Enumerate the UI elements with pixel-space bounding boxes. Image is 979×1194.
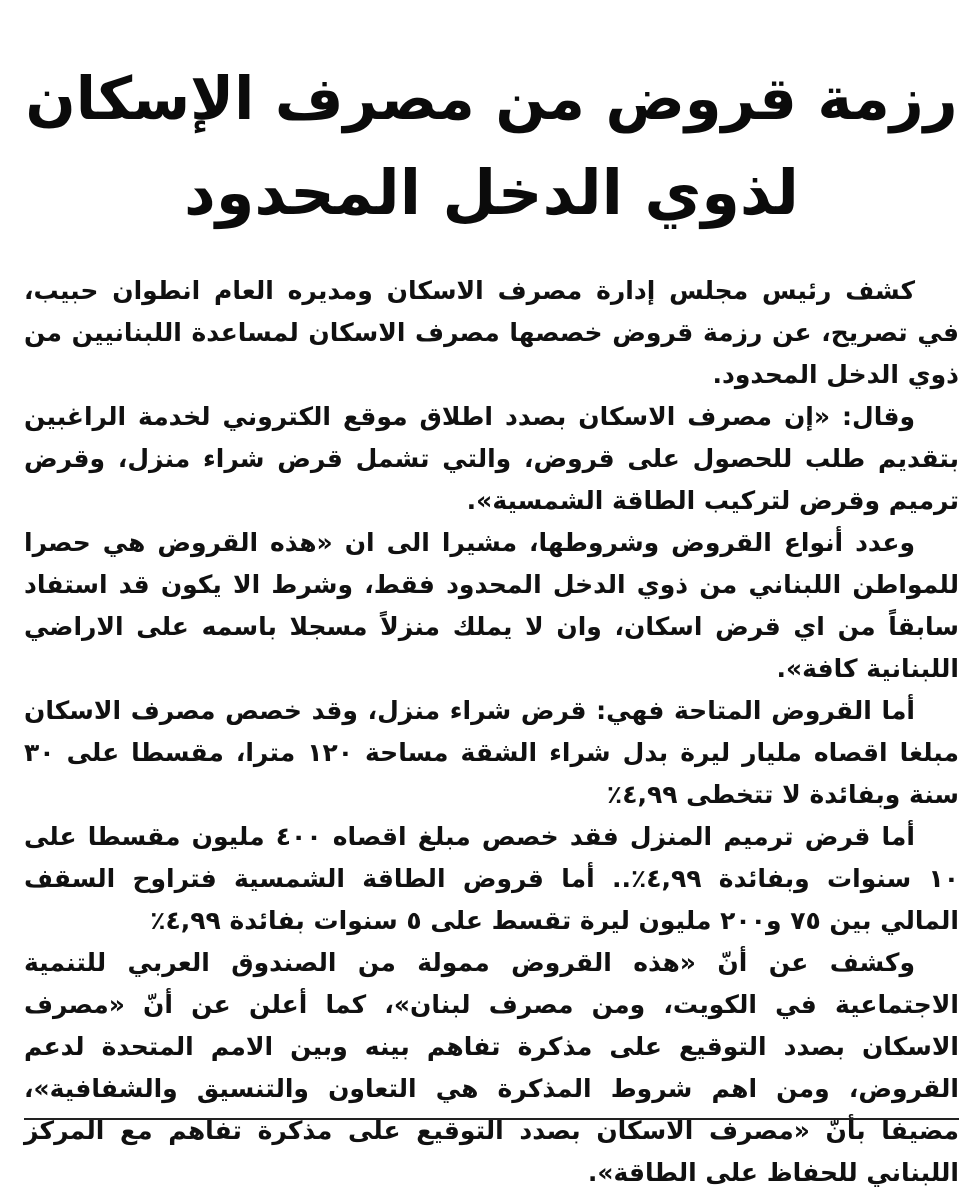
paragraph-4: أما القروض المتاحة فهي: قرض شراء منزل، وقد خصص مصرف الاسكان مبلغا اقصاه مليار ليرة بدل شراء الشقة مساحة ١٢٠ مترا، مقسطا على ٣٠ سنة وبفائدة لا تتخطى ٤,٩٩٪ bbox=[24, 696, 959, 809]
paragraph-2: وقال: «إن مصرف الاسكان بصدد اطلاق موقع الكتروني لخدمة الراغبين بتقديم طلب للحصول على قروض، والتي تشمل قرض شراء منزل، وقرض ترميم وقرض لتركيب الطاقة الشمسية». bbox=[24, 402, 959, 515]
paragraph-5: أما قرض ترميم المنزل فقد خصص مبلغ اقصاه ٤٠٠ مليون مقسطا على ١٠ سنوات وبفائدة ٤,٩٩٪.. أما قروض الطاقة الشمسية فتراوح السقف المالي بين ٧٥ و٢٠٠ مليون ليرة تقسط على ٥ سنوات بفائدة ٤,٩٩٪ bbox=[24, 822, 959, 935]
paragraph-1: كشف رئيس مجلس إدارة مصرف الاسكان ومديره العام انطوان حبيب، في تصريح، عن رزمة قروض خصصها مصرف الاسكان لمساعدة اللبنانيين من ذوي الدخل المحدود. bbox=[24, 276, 959, 389]
bottom-divider bbox=[24, 1118, 959, 1120]
article-headline bbox=[24, 0, 959, 240]
article-body bbox=[24, 270, 959, 1194]
paragraph-3: وعدد أنواع القروض وشروطها، مشيرا الى ان «هذه القروض هي حصرا للمواطن اللبناني من ذوي الدخل المحدود فقط، وشرط الا يكون قد استفاد سابقاً من اي قرض اسكان، وان لا يملك منزلاً مسجلا باسمه على الاراضي اللبنانية كافة». bbox=[24, 528, 959, 683]
headline-line-2: لذوي الدخل المحدود bbox=[184, 156, 799, 229]
headline-line-1: رزمة قروض من مصرف الإسكان bbox=[25, 64, 958, 133]
paragraph-6: وكشف عن أنّ «هذه القروض ممولة من الصندوق العربي للتنمية الاجتماعية في الكويت، ومن مصرف لبنان»، كما أعلن عن أنّ «مصرف الاسكان بصدد التوقيع على مذكرة تفاهم بينه وبين الامم المتحدة لدعم القروض، ومن اهم شروط المذكرة هي التعاون والتنسيق والشفافية»، مضيفا بأنّ «مصرف الاسكان بصدد التوقيع على مذكرة تفاهم مع المركز اللبناني للحفاظ على الطاقة». bbox=[24, 948, 959, 1187]
